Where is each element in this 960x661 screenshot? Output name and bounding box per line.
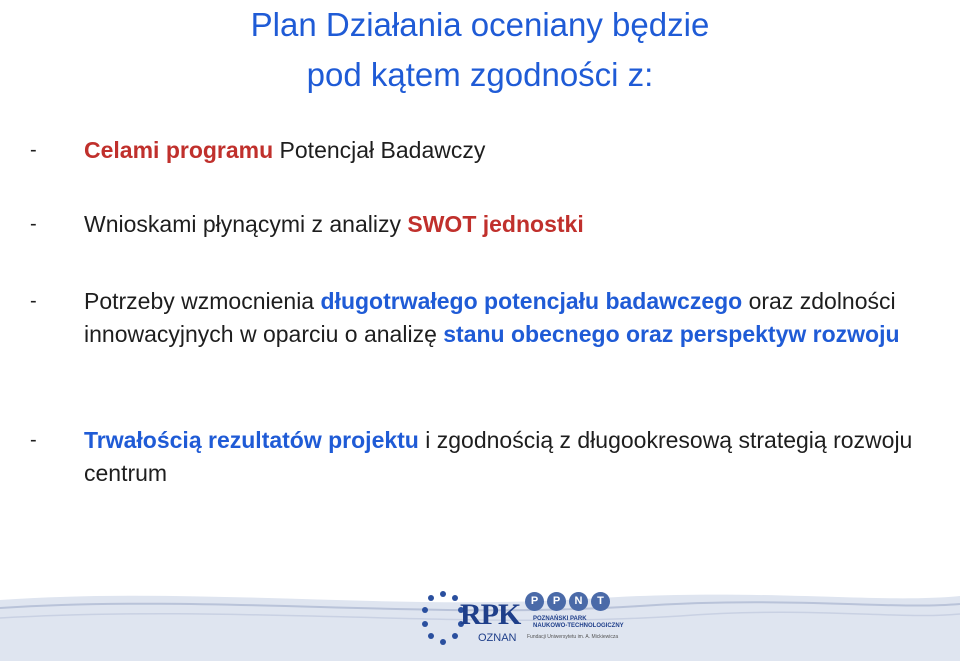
item-3-part-4: stanu obecnego oraz perspektyw rozwoju xyxy=(443,321,900,347)
list-item-sustainability xyxy=(30,424,944,490)
item-1-part-2: Potencjał Badawczy xyxy=(273,137,486,163)
item-4-part-2: i zgodnością z długookresową strategią rozwoju centrum xyxy=(84,427,913,486)
slide-title xyxy=(0,0,960,100)
item-1-part-1: Celami programu xyxy=(84,137,274,163)
list-item-swot xyxy=(30,208,944,241)
ppnt-letter-row xyxy=(525,592,610,611)
item-4-part-1: Trwałością rezultatów projektu xyxy=(84,427,419,453)
ppnt-logo xyxy=(525,592,624,652)
item-3-part-1: Potrzeby wzmocnienia xyxy=(84,288,321,314)
rpk-logo-text: RPK xyxy=(460,598,521,631)
list-item-programme-goals xyxy=(30,134,944,167)
item-3-part-3: oraz zdolności innowacyjnych w oparciu o analizę xyxy=(84,288,896,347)
item-3-part-2: długotrwałego potencjału badawczego xyxy=(320,288,743,314)
ppnt-line-2: NAUKOWO-TECHNOLOGICZNY xyxy=(533,623,624,629)
rpk-logo xyxy=(418,586,521,654)
ppnt-letter: T xyxy=(591,592,610,611)
bullet-dash: - xyxy=(30,213,37,235)
ppnt-line-1: POZNAŃSKI PARK xyxy=(533,616,587,622)
item-2-part-1: Wnioskami płynącymi z analizy xyxy=(84,211,408,237)
ppnt-letter: P xyxy=(547,592,566,611)
bullet-dash: - xyxy=(30,139,37,161)
list-item-research-potential xyxy=(30,285,944,351)
bullet-dash: - xyxy=(30,429,37,451)
ppnt-letter: P xyxy=(525,592,544,611)
item-2-part-2: SWOT jednostki xyxy=(407,211,584,237)
title-line-2: pod kątem zgodności z: xyxy=(306,56,654,93)
bullet-dash: - xyxy=(30,290,37,312)
footer xyxy=(0,578,960,661)
rpk-logo-sub: OZNAN xyxy=(478,632,517,644)
ppnt-line-3: Fundacji Uniwersytetu im. A. Mickiewicza xyxy=(527,634,619,640)
ppnt-letter: N xyxy=(569,592,588,611)
title-line-1: Plan Działania oceniany będzie xyxy=(250,6,710,43)
